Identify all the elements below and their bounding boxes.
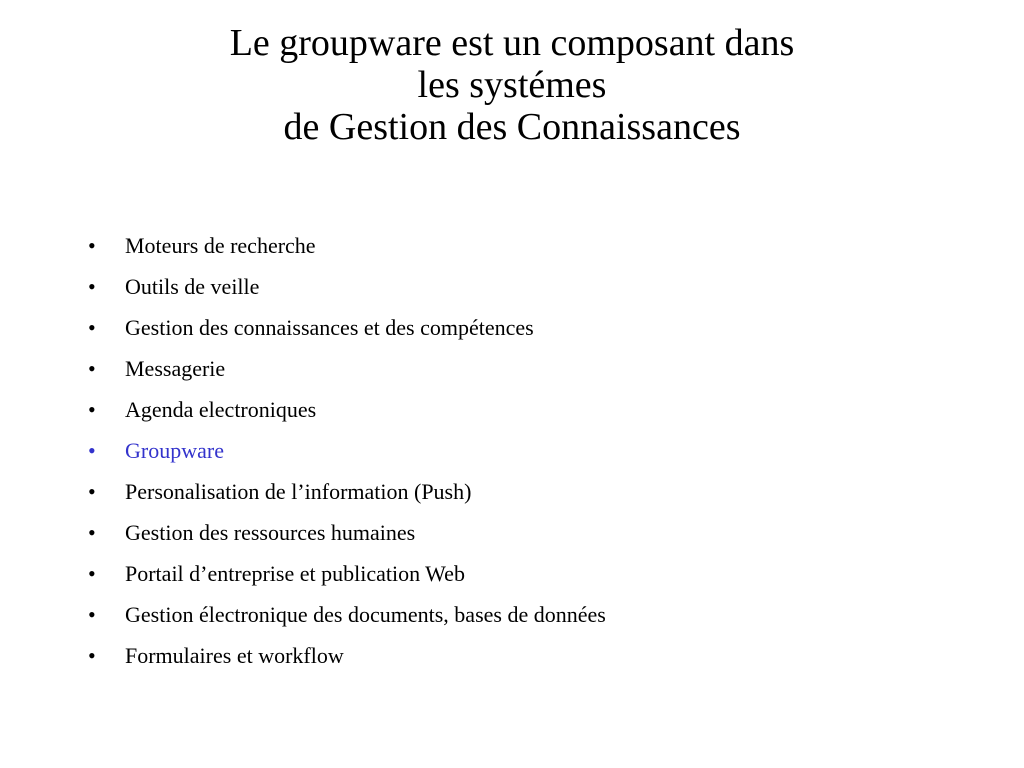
bullet-icon: •: [88, 397, 96, 422]
bullet-text: Gestion des connaissances et des compétences: [125, 315, 534, 340]
bullet-item-highlighted: [88, 434, 988, 475]
bullet-icon: •: [88, 602, 96, 627]
bullet-text: Formulaires et workflow: [125, 643, 344, 668]
bullet-text: Personalisation de l’information (Push): [125, 479, 472, 504]
bullet-text: Gestion des ressources humaines: [125, 520, 416, 545]
bullet-item: [88, 393, 988, 434]
bullet-text: Outils de veille: [125, 274, 260, 299]
title-line-1: Le groupware est un composant dans: [229, 22, 795, 64]
bullet-icon: •: [88, 643, 96, 668]
bullet-icon: •: [88, 356, 96, 381]
bullet-text: Messagerie: [125, 356, 226, 381]
bullet-icon: •: [88, 233, 96, 258]
bullet-text: Agenda electroniques: [125, 397, 317, 422]
bullet-icon: •: [88, 315, 96, 340]
bullet-item: [88, 475, 988, 516]
bullet-list: [88, 229, 988, 680]
bullet-icon: •: [88, 274, 96, 299]
bullet-text: Groupware: [125, 438, 224, 463]
bullet-item: [88, 352, 988, 393]
bullet-item: [88, 639, 988, 680]
bullet-item: [88, 311, 988, 352]
slide-title: [0, 22, 1024, 148]
title-line-2: les systémes: [417, 64, 607, 106]
bullet-item: [88, 598, 988, 639]
bullet-item: [88, 229, 988, 270]
bullet-text: Gestion électronique des documents, bases de données: [125, 602, 606, 627]
bullet-icon: •: [88, 561, 96, 586]
bullet-icon: •: [88, 479, 96, 504]
bullet-text: Moteurs de recherche: [125, 233, 316, 258]
bullet-item: [88, 557, 988, 598]
bullet-icon: •: [88, 438, 96, 463]
bullet-item: [88, 516, 988, 557]
bullet-item: [88, 270, 988, 311]
bullet-text: Portail d’entreprise et publication Web: [125, 561, 465, 586]
title-line-3: de Gestion des Connaissances: [283, 106, 741, 148]
bullet-icon: •: [88, 520, 96, 545]
